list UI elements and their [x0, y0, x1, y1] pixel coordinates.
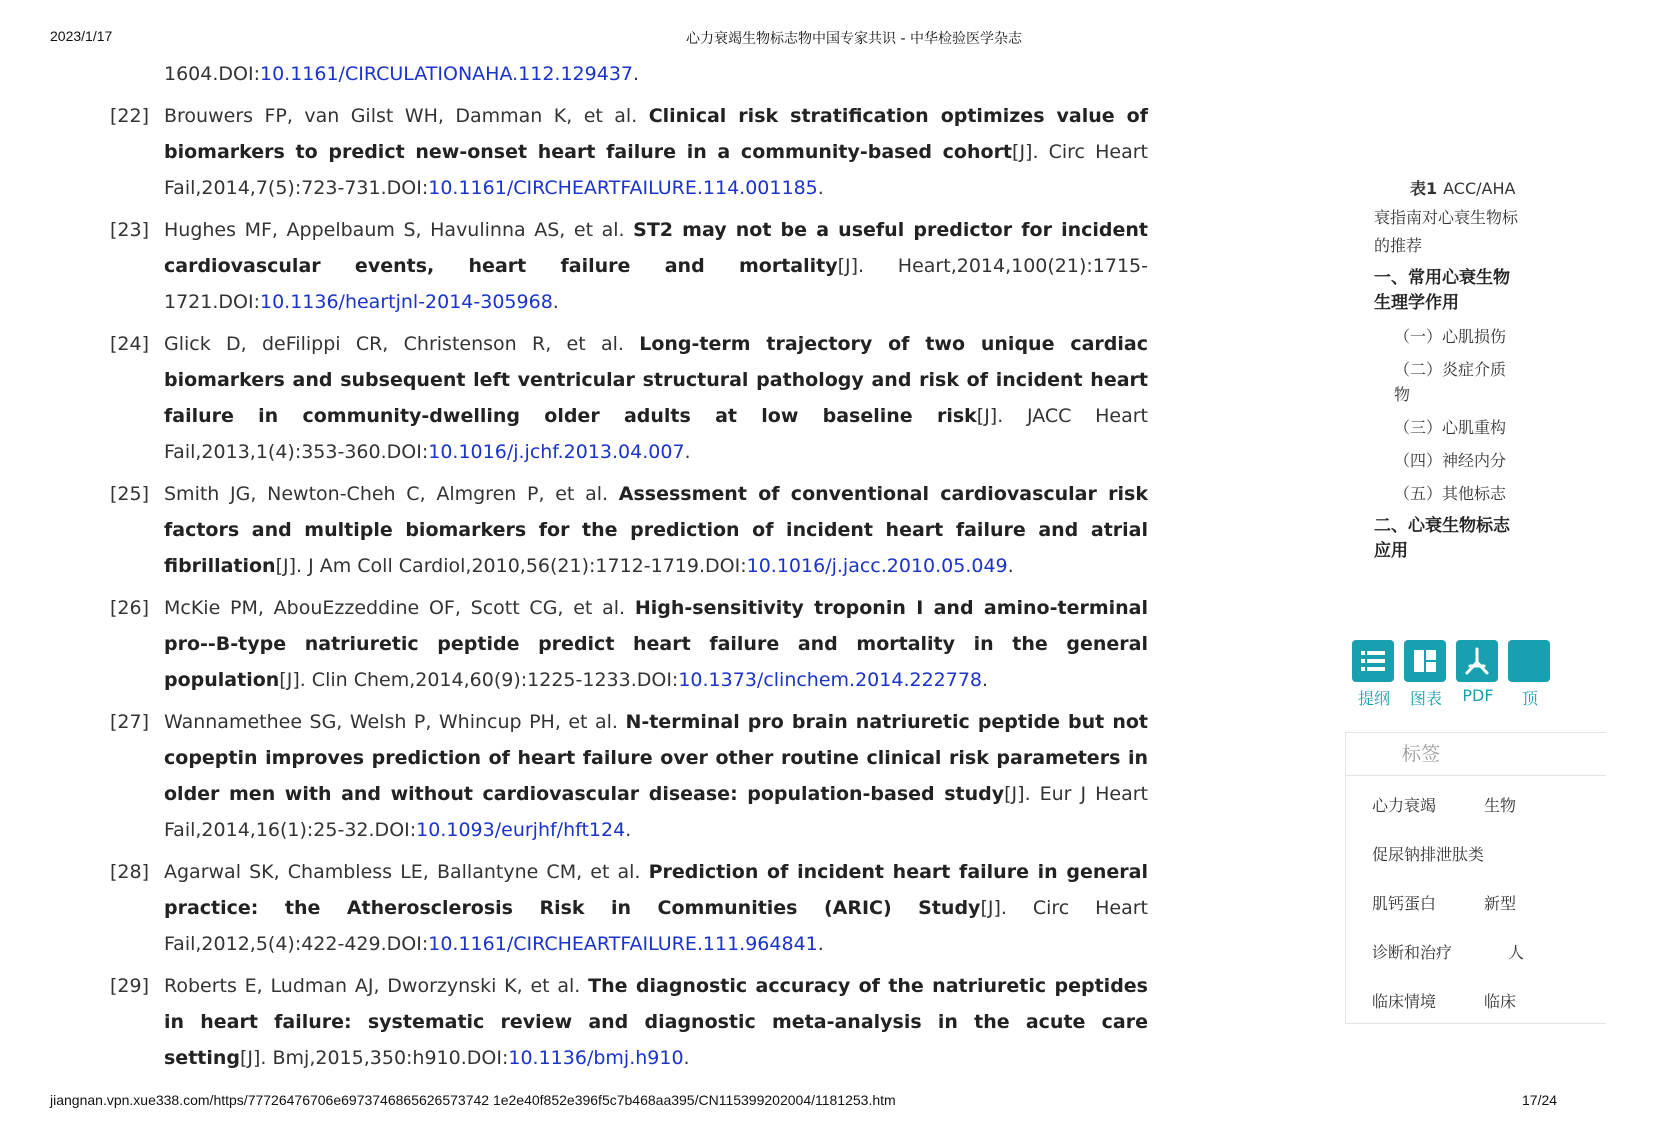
reference-authors: Hughes MF, Appelbaum S, Havulinna AS, et al. — [164, 219, 634, 241]
reference-item — [110, 476, 1148, 584]
reference-authors: Glick D, deFilippi CR, Christenson R, et al. — [164, 333, 640, 355]
reference-source: [J]. Eur J Heart Fail,2014,16(1):25-32.DOI: — [164, 783, 1148, 841]
reference-number: [27] — [110, 711, 150, 733]
reference-number: [23] — [110, 219, 150, 241]
tag-link[interactable]: 临床 — [1484, 992, 1517, 1011]
reference-end: . — [817, 177, 824, 199]
reference-authors: Agarwal SK, Chambless LE, Ballantyne CM, et al. — [164, 861, 649, 883]
top-button[interactable] — [1508, 640, 1552, 709]
doi-link[interactable]: 10.1136/bmj.h910 — [508, 1047, 684, 1069]
doi-link[interactable]: 10.1161/CIRCHEARTFAILURE.111.964841 — [428, 933, 818, 955]
outline-subsection[interactable] — [1370, 357, 1630, 407]
reference-list — [110, 56, 1148, 1076]
reference-end: . — [684, 441, 691, 463]
reference-end: . — [633, 63, 640, 85]
reference-title: High-sensitivity troponin I and amino-terminal pro--B-type natriuretic peptide predict heart failure and mortality in the general population — [164, 597, 1148, 691]
tags-title: 标签 — [1346, 733, 1606, 776]
reference-item — [110, 590, 1148, 698]
reference-end: . — [817, 933, 824, 955]
reference-number: [25] — [110, 483, 150, 505]
doi-link[interactable]: 10.1016/j.jacc.2010.05.049 — [746, 555, 1008, 577]
doi-link[interactable]: 10.1093/eurjhf/hft124 — [416, 819, 626, 841]
outline-section-title: 应用 — [1374, 541, 1408, 561]
reference-authors: Roberts E, Ludman AJ, Dworzynski K, et al. — [164, 975, 589, 997]
reference-title: ST2 may not be a useful predictor for incident cardiovascular events, heart failure and mortality — [164, 219, 1148, 277]
reference-authors: McKie PM, AbouEzzeddine OF, Scott CG, et al. — [164, 597, 635, 619]
reference-source: [J]. JACC Heart Fail,2013,1(4):353-360.DOI: — [164, 405, 1148, 463]
reference-item — [110, 98, 1148, 206]
reference-title: The diagnostic accuracy of the natriuretic peptides in heart failure: systematic review and diagnostic meta-analysis in the acute care setting — [164, 975, 1148, 1069]
outline-subsection[interactable]: （五）其他标志 — [1394, 484, 1507, 503]
reference-item — [110, 704, 1148, 848]
tag-link[interactable]: 诊断和治疗 — [1372, 943, 1453, 962]
doi-link[interactable]: 10.1016/j.jchf.2013.04.007 — [428, 441, 685, 463]
reference-end: . — [625, 819, 632, 841]
figures-button[interactable] — [1404, 640, 1448, 709]
grid-icon — [1404, 640, 1446, 682]
pdf-icon — [1456, 640, 1498, 682]
outline-subsection[interactable]: （三）心肌重构 — [1394, 418, 1507, 437]
reference-source: [J]. Heart,2014,100(21):1715-1721.DOI: — [164, 255, 1148, 313]
reference-source: [J]. J Am Coll Cardiol,2010,56(21):1712-1719.DOI: — [275, 555, 747, 577]
doi-link[interactable]: 10.1136/heartjnl-2014-305968 — [259, 291, 553, 313]
reference-title: Assessment of conventional cardiovascular risk factors and multiple biomarkers for the prediction of incident heart failure and atrial fibrillation — [164, 483, 1148, 577]
table-caption-line: 衰指南对心衰生物标 — [1374, 208, 1519, 227]
tag-link[interactable]: 人 — [1508, 943, 1525, 962]
tag-link[interactable]: 新型 — [1484, 894, 1517, 913]
reference-source: [J]. Circ Heart Fail,2012,5(4):422-429.DOI: — [164, 897, 1148, 955]
reference-number: [29] — [110, 975, 150, 997]
doi-link[interactable]: 10.1373/clinchem.2014.222778 — [678, 669, 983, 691]
list-icon — [1352, 640, 1394, 682]
tags-panel — [1345, 732, 1606, 1024]
outline-nav — [1370, 266, 1630, 564]
reference-authors: Wannamethee SG, Welsh P, Whincup PH, et al. — [164, 711, 626, 733]
reference-item — [110, 326, 1148, 470]
print-header — [0, 26, 1600, 50]
tag-link[interactable]: 临床情境 — [1372, 992, 1437, 1011]
outline-section-2[interactable] — [1370, 514, 1630, 564]
top-label: 顶 — [1521, 689, 1538, 708]
tag-link[interactable]: 生物 — [1484, 796, 1517, 815]
outline-section-title: 生理学作用 — [1374, 293, 1459, 313]
reference-number: [22] — [110, 105, 150, 127]
arrow-up-icon — [1508, 640, 1550, 682]
reference-number: [28] — [110, 861, 150, 883]
tag-link[interactable]: 心力衰竭 — [1372, 796, 1437, 815]
reference-end: . — [552, 291, 559, 313]
reference-continuation — [110, 56, 1148, 92]
right-sidebar — [1357, 0, 1560, 1130]
tool-bar — [1352, 640, 1612, 720]
reference-item — [110, 968, 1148, 1076]
reference-title: Clinical risk stratification optimizes value of biomarkers to predict new-onset heart failure in a community-based cohort — [164, 105, 1148, 163]
table-caption-line: 的推荐 — [1374, 236, 1423, 255]
table-caption-link[interactable] — [1410, 175, 1660, 203]
reference-item — [110, 212, 1148, 320]
table-caption-text: ACC/AHA — [1443, 179, 1516, 198]
reference-title: N-terminal pro brain natriuretic peptide but not copeptin improves prediction of heart failure over other routine clinical risk parameters in older men with and without cardiovascular disease: population-based study — [164, 711, 1148, 805]
reference-item — [110, 854, 1148, 962]
table-caption-label: 表1 — [1410, 179, 1438, 198]
reference-source: [J]. Circ Heart Fail,2014,7(5):723-731.DOI: — [164, 141, 1148, 199]
reference-end: . — [982, 669, 989, 691]
outline-label: 提纲 — [1357, 689, 1390, 708]
reference-source: 1604.DOI: — [164, 63, 260, 85]
outline-subsection-title: 物 — [1394, 385, 1411, 404]
reference-end: . — [1007, 555, 1014, 577]
print-title: 心力衰竭生物标志物中国专家共识 - 中华检验医学杂志 — [686, 31, 1022, 47]
pdf-label: PDF — [1462, 686, 1494, 705]
doi-link[interactable]: 10.1161/CIRCULATIONAHA.112.129437 — [259, 63, 633, 85]
reference-end: . — [683, 1047, 690, 1069]
reference-source: [J]. Bmj,2015,350:h910.DOI: — [240, 1047, 509, 1069]
figures-label: 图表 — [1409, 689, 1442, 708]
outline-subsection[interactable]: （一）心肌损伤 — [1394, 327, 1507, 346]
pdf-button[interactable] — [1456, 640, 1500, 705]
reference-source: [J]. Clin Chem,2014,60(9):1225-1233.DOI: — [279, 669, 679, 691]
doi-link[interactable]: 10.1161/CIRCHEARTFAILURE.114.001185 — [428, 177, 818, 199]
tag-link[interactable]: 促尿钠排泄肽类 — [1372, 845, 1485, 864]
outline-subsection[interactable]: （四）神经内分 — [1394, 451, 1507, 470]
reference-authors: Brouwers FP, van Gilst WH, Damman K, et al. — [164, 105, 649, 127]
tag-link[interactable]: 肌钙蛋白 — [1372, 894, 1437, 913]
print-url: jiangnan.vpn.xue338.com/https/77726476706e6973746865626573742 1e2e40f852e396f5c7b468aa395/CN115399202004/1181253.htm — [50, 1092, 896, 1108]
reference-number: [26] — [110, 597, 150, 619]
outline-section-1[interactable] — [1370, 266, 1630, 316]
reference-number: [24] — [110, 333, 150, 355]
outline-button[interactable] — [1352, 640, 1396, 709]
print-page-number: 17/24 — [1522, 1092, 1558, 1108]
reference-authors: Smith JG, Newton-Cheh C, Almgren P, et al. — [164, 483, 619, 505]
reference-title: Long-term trajectory of two unique cardiac biomarkers and subsequent left ventricular structural pathology and risk of incident heart failure in community-dwelling older adults at low baseline risk — [164, 333, 1148, 427]
outline-subsection-title: （二）炎症介质 — [1394, 360, 1507, 379]
outline-section-title: 二、心衰生物标志 — [1374, 516, 1510, 536]
outline-section-title: 一、常用心衰生物 — [1374, 268, 1510, 288]
reference-title: Prediction of incident heart failure in general practice: the Atherosclerosis Risk in Communities (ARIC) Study — [164, 861, 1148, 919]
print-date: 2023/1/17 — [50, 28, 113, 44]
